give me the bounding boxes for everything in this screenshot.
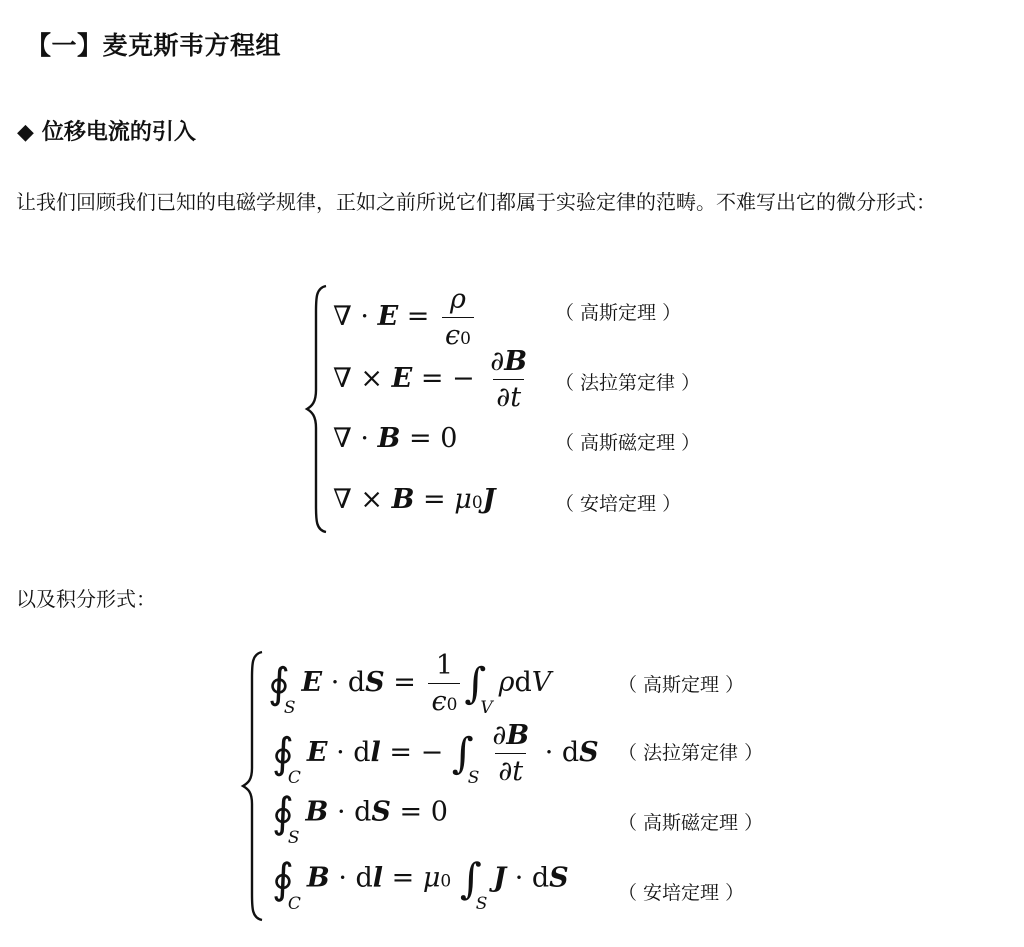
diff-label-gauss: （ 高斯定理 ） — [555, 302, 682, 324]
int-label-gauss-magnetism: （ 高斯磁定理 ） — [618, 812, 764, 834]
diff-eq-gauss: ∇ · E = $\frac{\rho}{\epsilon 0}$ — [333, 284, 478, 351]
int-eq-faraday: $∮_CE$ · dl = − $\int_S$ $\frac{\partial B}{\partial t}$ · dS — [272, 720, 599, 788]
intro-paragraph: 让我们回顾我们已知的电磁学规律，正如之前所说它们都属于实验定律的范畴。不难写出它的微分形式： — [16, 190, 936, 214]
integral-brace — [240, 648, 266, 924]
section-heading — [17, 115, 196, 146]
diff-eq-faraday: ∇ × E = − $\frac{\partial B}{\partial t}$ — [333, 346, 528, 413]
diamond-bullet-icon: ◆ — [17, 120, 34, 145]
differential-brace — [304, 282, 330, 536]
section-title: 位移电流的引入 — [41, 120, 196, 145]
int-label-gauss: （ 高斯定理 ） — [618, 674, 745, 696]
int-label-faraday: （ 法拉第定律 ） — [618, 742, 764, 764]
int-eq-gauss-magnetism: $∮_SB$ · dS = 0 — [272, 788, 448, 848]
diff-eq-gauss-magnetism: ∇ · B = 0 — [333, 423, 458, 454]
page-title: 【一】麦克斯韦方程组 — [26, 31, 282, 60]
diff-eq-ampere: ∇ × B = μ0J — [333, 484, 496, 515]
int-eq-gauss: $∮_SE$ · dS = $\frac{1}{\epsilon 0}$ $\int_V\rho dV$ — [268, 650, 552, 718]
diff-label-faraday: （ 法拉第定律 ） — [555, 372, 701, 394]
integral-intro: 以及积分形式： — [16, 587, 156, 611]
diff-label-ampere: （ 安培定理 ） — [555, 493, 682, 515]
int-eq-ampere: $∮_CB$ · dl = μ0 $\int_SJ$ · dS — [272, 854, 569, 914]
int-label-ampere: （ 安培定理 ） — [618, 882, 745, 904]
diff-label-gauss-magnetism: （ 高斯磁定理 ） — [555, 432, 701, 454]
